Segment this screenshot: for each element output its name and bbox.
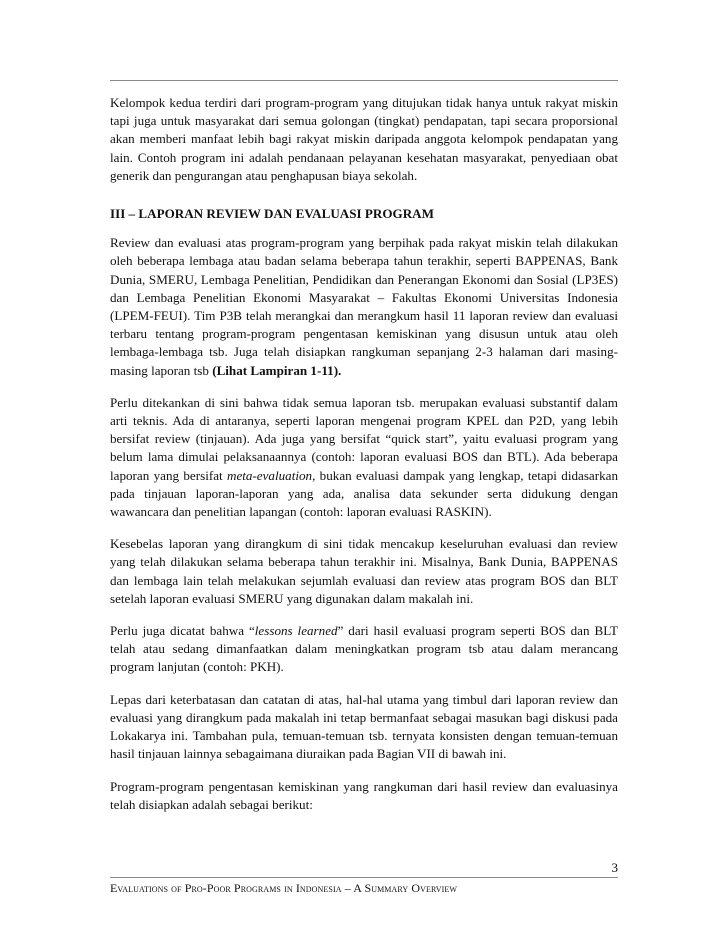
text-run: , bukan evaluasi dampak yang lengkap, tetapi didasarkan pada tinjauan laporan-laporan yang ada, analisa data sekunder serta didukung dengan wawancara dan penelitian lapangan (contoh: laporan evaluasi RASKIN).: [110, 467, 618, 520]
paragraph-kesebelas-laporan: Kesebelas laporan yang dirangkum di sini tidak mencakup keseluruhan evaluasi dan review yang telah dilakukan selama beberapa tahun terakhir ini. Misalnya, Bank Dunia, BAPPENAS dan lembaga lain telah melakukan sejumlah evaluasi dan review atas program BOS dan BLT setelah laporan evaluasi SMERU yang digunakan dalam makalah ini.: [110, 536, 618, 606]
section-heading: III – LAPORAN REVIEW DAN EVALUASI PROGRAM: [110, 206, 434, 222]
lampiran-reference: (Lihat Lampiran 1-11).: [212, 362, 342, 378]
footer-rule: [110, 877, 618, 878]
text-run: Perlu juga dicatat bahwa “: [110, 623, 255, 639]
page-number: 3: [611, 860, 618, 875]
header-rule: [110, 80, 618, 81]
lessons-learned-term: lessons learned: [254, 623, 338, 639]
paragraph-perlu-ditekankan: [110, 394, 618, 521]
paragraph-review-evaluasi: [110, 234, 618, 380]
paragraph-review-text: Review dan evaluasi atas program-program yang berpihak pada rakyat miskin telah dilakukan oleh beberapa lembaga atau badan selama beberapa tahun terakhir, seperti BAPPENAS, Bank Dunia, SMERU, Lembaga Penelitian, Pendidikan dan Penerangan Ekonomi dan Sosial (LP3ES) dan Lembaga Penelitian Ekonomi Masyarakat – Fakultas Ekonomi Universitas Indonesia (LPEM-FEUI). Tim P3B telah merangkai dan merangkum hasil 11 laporan review dan evaluasi terbaru tentang program-program pengentasan kemiskinan yang disusun untuk atau oleh lembaga-lembaga tsb. Juga telah disiapkan rangkuman sepanjang 2-3 halaman dari masing-masing laporan tsb: [110, 235, 618, 378]
meta-evaluation-term: meta-evaluation: [226, 467, 313, 483]
text-run: Perlu ditekankan di sini bahwa tidak semua laporan tsb. merupakan evaluasi substantif dalam arti teknis. Ada di antaranya, seperti laporan mengenai program KPEL dan P2D, yang lebih bersifat review (tinjauan). Ada juga yang bersifat “quick start”, yaitu evaluasi program yang belum lama dimulai pelaksanaannya (contoh: laporan evaluasi BOS dan BTL). Ada beberapa laporan yang bersifat: [110, 394, 618, 483]
paragraph-lepas-dari: Lepas dari keterbatasan dan catatan di atas, hal-hal utama yang timbul dari laporan review dan evaluasi yang dirangkum pada makalah ini tetap bermanfaat sebagai masukan bagi diskusi pada Lokakarya ini. Tambahan pula, temuan-temuan tsb. ternyata konsisten dengan temuan-temuan hasil tinjauan lainnya sebagaimana diuraikan pada Bagian VII di bawah ini.: [110, 691, 618, 762]
paragraph-program-list-intro: Program-program pengentasan kemiskinan yang rangkuman dari hasil review dan evaluasinya telah disiapkan adalah sebagai berikut:: [110, 778, 618, 812]
paragraph-kelompok-kedua: Kelompok kedua terdiri dari program-program yang ditujukan tidak hanya untuk rakyat miskin tapi juga untuk masyarakat dari semua golongan (tingkat) pendapatan, tapi secara proporsional akan memberi manfaat lebih bagi rakyat miskin daripada anggota kelompok pendapatan yang lain. Contoh program ini adalah pendanaan pelayanan kesehatan masyarakat, penyediaan obat generik dan pengurangan atau penghapusan biaya sekolah.: [110, 95, 618, 183]
paragraph-lessons-learned: [110, 622, 618, 677]
page-body: [110, 94, 618, 828]
running-footer-title: Evaluations of Pro-Poor Programs in Indonesia – A Summary Overview: [110, 881, 458, 895]
text-run: ” dari hasil evaluasi program seperti BOS dan BLT telah atau sedang dimanfaatkan dalam meningkatkan program tsb atau dalam merancang program lanjutan (contoh: PKH).: [110, 623, 618, 675]
